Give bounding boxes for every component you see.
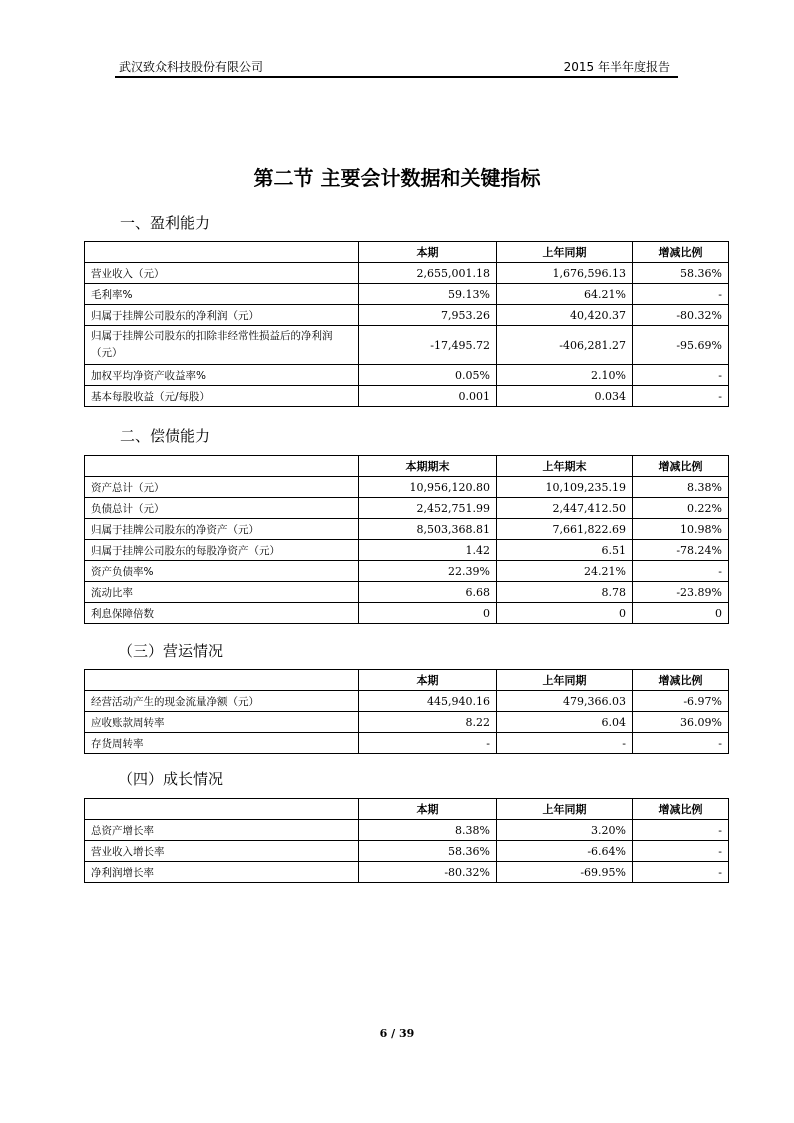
prior-value: -69.95% — [497, 862, 633, 883]
table-row — [85, 733, 729, 754]
row-label: 毛利率% — [85, 284, 359, 305]
column-header: 增减比例 — [633, 670, 729, 691]
page-number: 6 / 39 — [379, 1027, 415, 1040]
prior-value: 0 — [497, 603, 633, 624]
column-header: 本期 — [359, 799, 497, 820]
change-ratio: 0.22% — [633, 498, 729, 519]
prior-value: 40,420.37 — [497, 305, 633, 326]
column-header: 本期 — [359, 242, 497, 263]
change-ratio: -80.32% — [633, 305, 729, 326]
table-row — [85, 498, 729, 519]
change-ratio: -78.24% — [633, 540, 729, 561]
column-header: 上年期末 — [497, 456, 633, 477]
row-label: 流动比率 — [85, 582, 359, 603]
change-ratio: - — [633, 820, 729, 841]
row-label: 基本每股收益（元/每股） — [85, 386, 359, 407]
prior-value: -6.64% — [497, 841, 633, 862]
row-label: 归属于挂牌公司股东的每股净资产（元） — [85, 540, 359, 561]
table-row — [85, 263, 729, 284]
current-value: 7,953.26 — [359, 305, 497, 326]
prior-value: 8.78 — [497, 582, 633, 603]
prior-value: 3.20% — [497, 820, 633, 841]
change-ratio: - — [633, 386, 729, 407]
column-header — [85, 242, 359, 263]
row-label: 营业收入（元） — [85, 263, 359, 284]
column-header: 本期 — [359, 670, 497, 691]
column-header — [85, 456, 359, 477]
profitability-table — [84, 241, 729, 407]
table-header-row — [85, 670, 729, 691]
row-label: 加权平均净资产收益率% — [85, 365, 359, 386]
row-label: 归属于挂牌公司股东的净利润（元） — [85, 305, 359, 326]
prior-value: 0.034 — [497, 386, 633, 407]
column-header: 增减比例 — [633, 242, 729, 263]
current-value: 0.05% — [359, 365, 497, 386]
company-name: 武汉致众科技股份有限公司 — [119, 60, 264, 74]
current-value: 59.13% — [359, 284, 497, 305]
report-name: 2015 年半年度报告 — [563, 60, 670, 74]
column-header: 本期期末 — [359, 456, 497, 477]
solvency-table — [84, 455, 729, 624]
current-value: -17,495.72 — [359, 326, 497, 365]
row-label: 应收账款周转率 — [85, 712, 359, 733]
row-label: 总资产增长率 — [85, 820, 359, 841]
page-title: 第二节 主要会计数据和关键指标 — [253, 166, 541, 190]
column-header — [85, 670, 359, 691]
prior-value: 479,366.03 — [497, 691, 633, 712]
prior-value: 24.21% — [497, 561, 633, 582]
table-row — [85, 477, 729, 498]
column-header: 上年同期 — [497, 799, 633, 820]
table-row — [85, 603, 729, 624]
growth-table — [84, 798, 729, 883]
operations-table — [84, 669, 729, 754]
change-ratio: - — [633, 284, 729, 305]
column-header: 上年同期 — [497, 242, 633, 263]
column-header: 增减比例 — [633, 456, 729, 477]
prior-value: - — [497, 733, 633, 754]
current-value: 2,452,751.99 — [359, 498, 497, 519]
row-label: 净利润增长率 — [85, 862, 359, 883]
prior-value: -406,281.27 — [497, 326, 633, 365]
row-label: 经营活动产生的现金流量净额（元） — [85, 691, 359, 712]
change-ratio: - — [633, 841, 729, 862]
table-row — [85, 305, 729, 326]
prior-value: 6.04 — [497, 712, 633, 733]
change-ratio: - — [633, 365, 729, 386]
current-value: 58.36% — [359, 841, 497, 862]
change-ratio: 58.36% — [633, 263, 729, 284]
column-header: 上年同期 — [497, 670, 633, 691]
change-ratio: -6.97% — [633, 691, 729, 712]
table-row — [85, 326, 729, 365]
page-header — [115, 58, 678, 78]
table-row — [85, 582, 729, 603]
current-value: 6.68 — [359, 582, 497, 603]
prior-value: 64.21% — [497, 284, 633, 305]
section-heading-profitability: 一、盈利能力 — [120, 214, 211, 232]
table-row — [85, 820, 729, 841]
table-row — [85, 561, 729, 582]
section-heading-operations: （三）营运情况 — [118, 642, 224, 660]
change-ratio: - — [633, 862, 729, 883]
prior-value: 1,676,596.13 — [497, 263, 633, 284]
current-value: 0.001 — [359, 386, 497, 407]
prior-value: 10,109,235.19 — [497, 477, 633, 498]
table-row — [85, 284, 729, 305]
table-row — [85, 841, 729, 862]
table-row — [85, 365, 729, 386]
column-header — [85, 799, 359, 820]
change-ratio: - — [633, 561, 729, 582]
current-value: - — [359, 733, 497, 754]
current-value: 10,956,120.80 — [359, 477, 497, 498]
prior-value: 6.51 — [497, 540, 633, 561]
current-value: -80.32% — [359, 862, 497, 883]
current-value: 8.22 — [359, 712, 497, 733]
prior-value: 7,661,822.69 — [497, 519, 633, 540]
row-label: 资产负债率% — [85, 561, 359, 582]
row-label: 存货周转率 — [85, 733, 359, 754]
change-ratio: 10.98% — [633, 519, 729, 540]
row-label: 归属于挂牌公司股东的净资产（元） — [85, 519, 359, 540]
table-row — [85, 540, 729, 561]
table-row — [85, 386, 729, 407]
section-heading-solvency: 二、偿债能力 — [120, 427, 211, 445]
row-label: 营业收入增长率 — [85, 841, 359, 862]
row-label: 利息保障倍数 — [85, 603, 359, 624]
current-value: 445,940.16 — [359, 691, 497, 712]
change-ratio: -95.69% — [633, 326, 729, 365]
row-label: 负债总计（元） — [85, 498, 359, 519]
row-label: 资产总计（元） — [85, 477, 359, 498]
prior-value: 2,447,412.50 — [497, 498, 633, 519]
change-ratio: -23.89% — [633, 582, 729, 603]
change-ratio: 36.09% — [633, 712, 729, 733]
column-header: 增减比例 — [633, 799, 729, 820]
prior-value: 2.10% — [497, 365, 633, 386]
row-label: 归属于挂牌公司股东的扣除非经常性损益后的净利润（元） — [85, 326, 359, 365]
table-header-row — [85, 799, 729, 820]
current-value: 8,503,368.81 — [359, 519, 497, 540]
current-value: 1.42 — [359, 540, 497, 561]
table-row — [85, 691, 729, 712]
table-header-row — [85, 456, 729, 477]
table-row — [85, 519, 729, 540]
current-value: 22.39% — [359, 561, 497, 582]
change-ratio: 8.38% — [633, 477, 729, 498]
current-value: 2,655,001.18 — [359, 263, 497, 284]
current-value: 8.38% — [359, 820, 497, 841]
table-header-row — [85, 242, 729, 263]
table-row — [85, 712, 729, 733]
section-heading-growth: （四）成长情况 — [118, 770, 224, 788]
change-ratio: - — [633, 733, 729, 754]
change-ratio: 0 — [633, 603, 729, 624]
current-value: 0 — [359, 603, 497, 624]
table-row — [85, 862, 729, 883]
